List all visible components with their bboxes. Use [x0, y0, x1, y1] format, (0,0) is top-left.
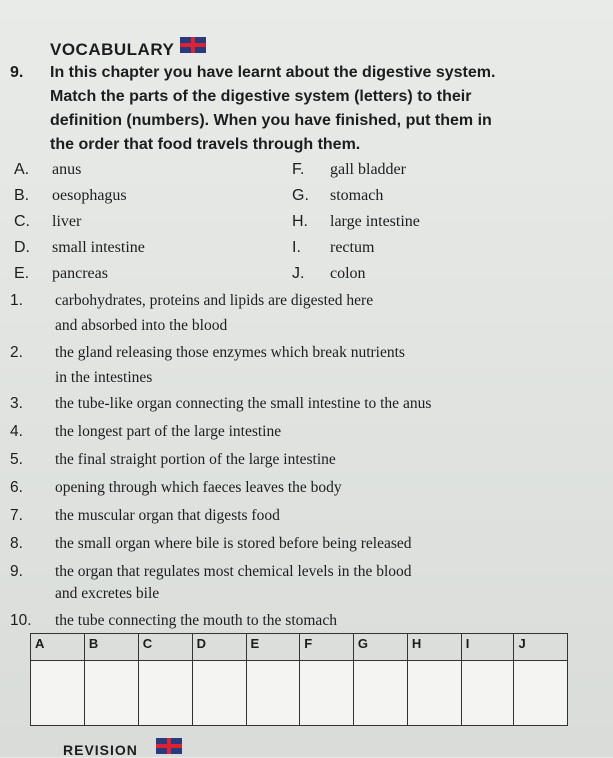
answer-header-cell: F: [300, 634, 354, 661]
option-item: [14, 213, 81, 231]
answer-cell[interactable]: [461, 661, 514, 726]
option-text: gall bladder: [330, 161, 406, 178]
answer-cell[interactable]: [192, 661, 246, 726]
option-text: oesophagus: [52, 187, 127, 204]
definition-number: 6.: [10, 479, 23, 496]
answer-cell[interactable]: [31, 661, 85, 726]
option-item: [14, 239, 145, 257]
answer-header-cell: E: [246, 634, 300, 661]
definition-number: 7.: [10, 507, 23, 524]
answer-header-cell: C: [138, 634, 192, 661]
definition-number: 9.: [10, 563, 23, 580]
definition-number: 8.: [10, 535, 23, 552]
uk-flag-icon: [180, 37, 206, 53]
option-item: [14, 161, 81, 179]
option-letter: D.: [14, 239, 30, 256]
definition-text: the gland releasing those enzymes which break nutrients: [55, 344, 405, 361]
section-title: VOCABULARY: [50, 40, 175, 59]
definition-number: 2.: [10, 344, 23, 361]
option-text: stomach: [330, 187, 384, 204]
definition-number: 1.: [10, 292, 23, 309]
definition-text: the muscular organ that digests food: [55, 507, 280, 524]
option-letter: G.: [292, 187, 309, 204]
option-letter: F.: [292, 161, 305, 178]
definition-text: the tube-like organ connecting the small intestine to the anus: [55, 395, 432, 412]
answer-header-cell: I: [461, 634, 514, 661]
option-item: [292, 161, 406, 179]
option-text: large intestine: [330, 213, 420, 230]
definition-text: the organ that regulates most chemical levels in the blood: [55, 563, 412, 580]
answer-cell[interactable]: [246, 661, 300, 726]
option-item: [292, 239, 374, 257]
answer-cell[interactable]: [300, 661, 354, 726]
question-line: Match the parts of the digestive system (letters) to their: [50, 88, 472, 105]
answer-cell[interactable]: [84, 661, 138, 726]
option-letter: B.: [14, 187, 30, 204]
revision-title: REVISION: [63, 742, 138, 758]
answer-cell[interactable]: [514, 661, 568, 726]
definition-text: the longest part of the large intestine: [55, 423, 282, 440]
answer-header-cell: B: [84, 634, 138, 661]
definition-text: in the intestines: [55, 369, 153, 386]
option-text: rectum: [330, 239, 375, 256]
definition-number: 4.: [10, 423, 23, 440]
option-letter: A.: [14, 161, 30, 178]
answer-table: [30, 633, 568, 726]
option-item: [292, 213, 420, 231]
option-text: liver: [52, 213, 82, 230]
answer-header-cell: D: [192, 634, 246, 661]
question-line: the order that food travels through them.: [50, 136, 361, 153]
option-text: small intestine: [52, 239, 145, 256]
definition-text: the small organ where bile is stored before being released: [55, 535, 412, 552]
question-line: In this chapter you have learnt about the digestive system.: [50, 64, 496, 81]
option-letter: H.: [292, 213, 308, 230]
answer-header-row: [31, 634, 568, 661]
option-item: [292, 187, 383, 205]
question-number: 9.: [10, 64, 24, 81]
answer-header-cell: A: [31, 634, 85, 661]
option-text: anus: [52, 161, 82, 178]
option-letter: C.: [14, 213, 30, 230]
answer-cell[interactable]: [353, 661, 407, 726]
question-line: definition (numbers). When you have finished, put them in: [50, 112, 492, 129]
answer-header-cell: G: [353, 634, 407, 661]
definition-text: and absorbed into the blood: [55, 317, 228, 334]
option-letter: J.: [292, 265, 305, 282]
option-item: [14, 265, 108, 283]
definition-text: the tube connecting the mouth to the stomach: [55, 612, 337, 629]
definition-number: 5.: [10, 451, 23, 468]
option-letter: I.: [292, 239, 301, 256]
definition-text: opening through which faeces leaves the body: [55, 479, 342, 496]
definition-text: carbohydrates, proteins and lipids are digested here: [55, 292, 374, 309]
option-item: [292, 265, 366, 283]
answer-header-cell: J: [514, 634, 568, 661]
answer-input-row: [31, 661, 568, 726]
option-text: colon: [330, 265, 366, 282]
answer-cell[interactable]: [138, 661, 192, 726]
answer-cell[interactable]: [407, 661, 461, 726]
option-letter: E.: [14, 265, 30, 282]
definition-text: and excretes bile: [55, 585, 160, 602]
option-text: pancreas: [52, 265, 108, 282]
answer-header-cell: H: [407, 634, 461, 661]
definition-number: 3.: [10, 395, 23, 412]
definition-text: the final straight portion of the large intestine: [55, 451, 336, 468]
uk-flag-icon: [156, 738, 182, 754]
definition-number: 10.: [10, 612, 32, 629]
option-item: [14, 187, 127, 205]
